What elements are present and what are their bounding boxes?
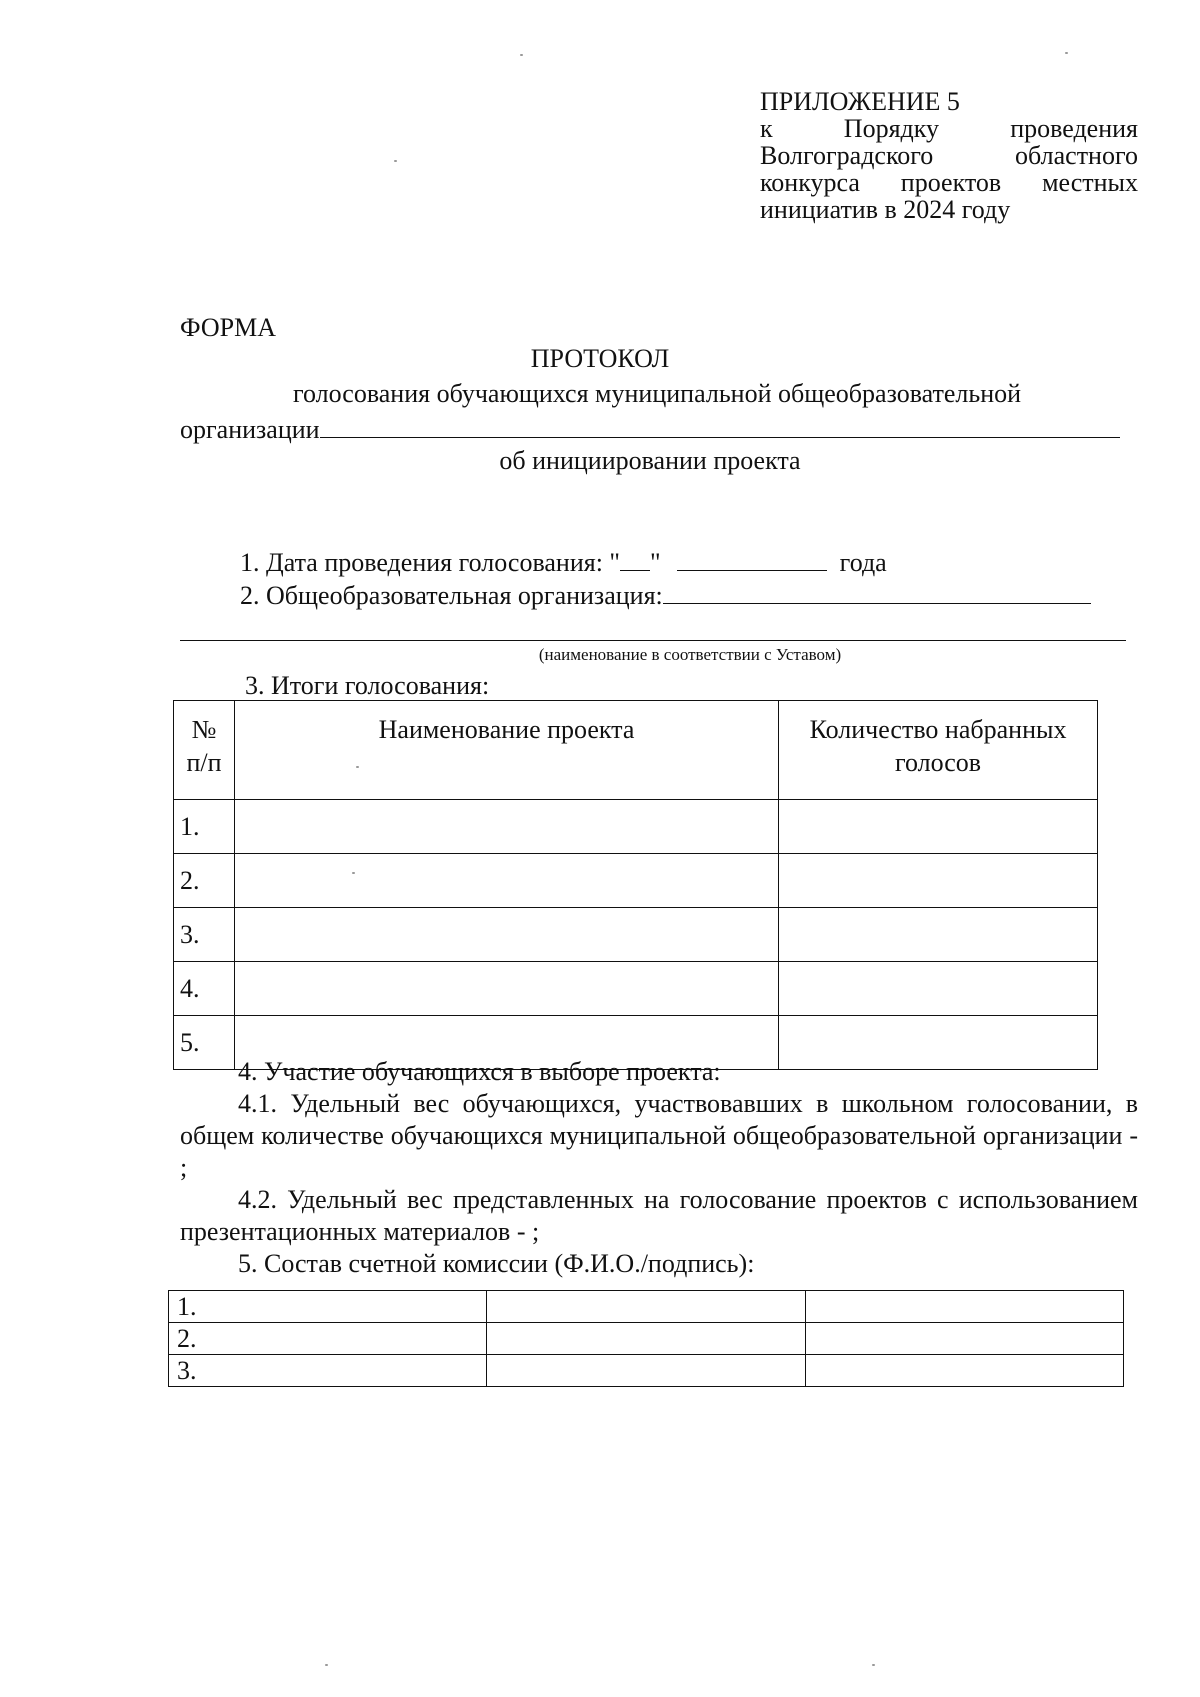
form-label: ФОРМА: [180, 313, 276, 342]
scan-speck: [325, 1664, 328, 1666]
participation-p42: 4.2. Удельный вес представленных на голосование проектов с использованием презентационных материалов - ;: [180, 1185, 1138, 1246]
appendix-line-4: инициатив в 2024 году: [760, 195, 1011, 224]
col-project-header: Наименование проекта: [234, 701, 778, 800]
col-votes-header: Количество набранных голосов: [779, 701, 1098, 800]
voting-date-line: [240, 546, 887, 578]
row-number: 5.: [174, 1016, 235, 1070]
subtitle-line-3: об инициировании проекта: [499, 446, 801, 475]
commission-name-cell[interactable]: [487, 1323, 805, 1355]
table-row: [174, 854, 1098, 908]
voting-date-label: 1. Дата проведения голосования: ": [240, 548, 621, 577]
subtitle-org-label: организации: [180, 415, 320, 444]
commission-signature-cell[interactable]: [805, 1323, 1123, 1355]
scan-speck: [872, 1664, 875, 1666]
day-blank[interactable]: [620, 546, 650, 571]
appendix-line-1: к Порядку проведения: [760, 114, 1138, 143]
participation-section: [180, 1056, 1138, 1280]
results-header-row: [174, 701, 1098, 800]
month-blank[interactable]: [677, 546, 827, 571]
votes-cell[interactable]: [779, 854, 1098, 908]
scan-speck: [394, 160, 397, 162]
appendix-line-3: конкурса проектов местных: [760, 168, 1138, 197]
row-number: 2.: [174, 854, 235, 908]
votes-cell[interactable]: [779, 962, 1098, 1016]
votes-cell[interactable]: [779, 800, 1098, 854]
col-number-header: № п/п: [174, 701, 235, 800]
commission-row-number[interactable]: 1.: [169, 1291, 487, 1323]
appendix-line-2: Волгоградского областного: [760, 141, 1138, 170]
table-row: [169, 1323, 1124, 1355]
commission-table: [168, 1290, 1124, 1387]
school-org-caption: (наименование в соответствии с Уставом): [538, 645, 842, 664]
voting-date-quote: ": [650, 548, 661, 577]
table-row: [174, 908, 1098, 962]
participation-heading: 4. Участие обучающихся в выборе проекта:: [238, 1057, 721, 1086]
org-name-blank[interactable]: [320, 411, 1120, 438]
project-name-cell[interactable]: [234, 908, 778, 962]
table-row: [174, 962, 1098, 1016]
project-name-cell[interactable]: [234, 854, 778, 908]
subtitle-line-1: голосования обучающихся муниципальной общеобразовательной: [293, 379, 1022, 408]
appendix-block: [760, 88, 1138, 223]
row-number: 1.: [174, 800, 235, 854]
commission-name-cell[interactable]: [487, 1291, 805, 1323]
votes-cell[interactable]: [779, 908, 1098, 962]
school-org-blank[interactable]: [663, 579, 1091, 604]
row-number: 3.: [174, 908, 235, 962]
scan-speck: [520, 54, 523, 56]
appendix-heading: ПРИЛОЖЕНИЕ 5: [760, 87, 960, 116]
results-label: 3. Итоги голосования:: [245, 671, 490, 700]
commission-row-number[interactable]: 2.: [169, 1323, 487, 1355]
document-title: ПРОТОКОЛ: [530, 344, 670, 373]
table-row: [174, 800, 1098, 854]
commission-row-number[interactable]: 3.: [169, 1355, 487, 1387]
subtitle-line-2: [180, 411, 1120, 445]
commission-heading: 5. Состав счетной комиссии (Ф.И.О./подпись):: [238, 1249, 755, 1278]
school-org-full-line[interactable]: [180, 640, 1126, 641]
table-row: [169, 1355, 1124, 1387]
row-number: 4.: [174, 962, 235, 1016]
results-table: [173, 700, 1098, 1070]
commission-signature-cell[interactable]: [805, 1291, 1123, 1323]
school-org-line: [240, 579, 1091, 611]
project-name-cell[interactable]: [234, 962, 778, 1016]
commission-name-cell[interactable]: [487, 1355, 805, 1387]
table-row: [169, 1291, 1124, 1323]
voting-date-suffix: года: [839, 548, 887, 577]
school-org-label: 2. Общеобразовательная организация:: [240, 581, 663, 610]
commission-signature-cell[interactable]: [805, 1355, 1123, 1387]
project-name-cell[interactable]: [234, 800, 778, 854]
scan-speck: [1065, 52, 1068, 54]
participation-p41: 4.1. Удельный вес обучающихся, участвовавших в школьном голосовании, в общем количестве обучающихся муниципальной общеобразовательной организации - ;: [180, 1089, 1138, 1182]
